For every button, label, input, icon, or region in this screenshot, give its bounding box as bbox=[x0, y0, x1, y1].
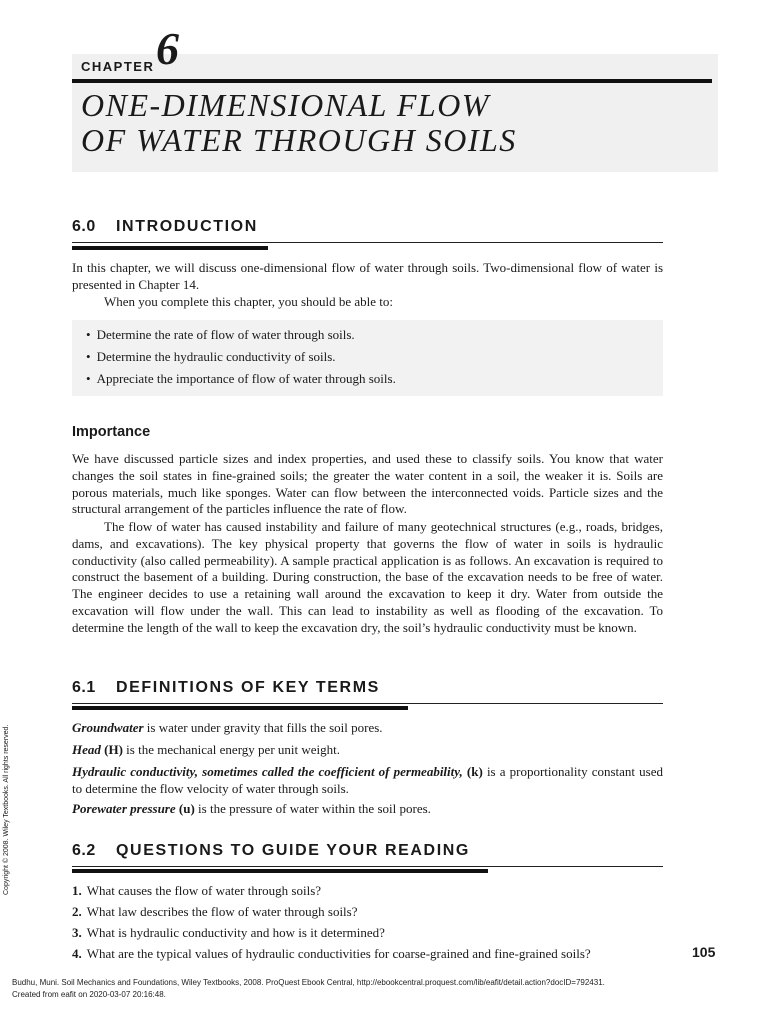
definition-term: Head bbox=[72, 742, 101, 757]
question-number: 1. bbox=[72, 883, 82, 898]
question-item bbox=[72, 904, 591, 925]
section-title: INTRODUCTION bbox=[116, 218, 258, 235]
definition-item bbox=[72, 764, 663, 798]
definition-symbol: (k) bbox=[462, 764, 483, 779]
page-number: 105 bbox=[692, 944, 716, 960]
question-text: What is hydraulic conductivity and how is it determined? bbox=[86, 925, 385, 940]
section-title: QUESTIONS TO GUIDE YOUR READING bbox=[116, 842, 470, 859]
definition-term: Porewater pressure bbox=[72, 801, 176, 816]
questions-list bbox=[72, 883, 591, 967]
question-number: 2. bbox=[72, 904, 82, 919]
definition-term: Groundwater bbox=[72, 720, 144, 735]
question-item bbox=[72, 883, 591, 904]
section-number: 6.0 bbox=[72, 218, 96, 235]
intro-paragraph: In this chapter, we will discuss one-dimensional flow of water through soils. Two-dimensional flow of water is presented in Chapter 14. bbox=[72, 260, 663, 292]
section-heading-intro bbox=[72, 218, 258, 236]
chapter-label: CHAPTER bbox=[81, 59, 155, 74]
section-rule bbox=[72, 703, 663, 704]
chapter-title-line-2: OF WATER THROUGH SOILS bbox=[81, 122, 517, 158]
importance-paragraph: We have discussed particle sizes and index properties, and used these to classify soils. You know that water changes the soil states in fine-grained soils; the greater the water content in a soil, the weaker it is. Soils are porous materials, much like sponges. Water can flow between the interconnected voids. Particle sizes and the structural arrangement of the particles influence the rate of flow. bbox=[72, 451, 663, 517]
definition-text: is the mechanical energy per unit weight. bbox=[122, 742, 340, 757]
definition-text: is a proportionality constant used to determine the flow velocity of water through soils. bbox=[72, 764, 663, 796]
side-copyright: Copyright © 2008. Wiley Textbooks. All rights reserved. bbox=[3, 724, 10, 895]
definition-symbol: (H) bbox=[100, 742, 123, 757]
section-rule bbox=[72, 242, 663, 243]
section-rule bbox=[72, 866, 663, 867]
question-number: 3. bbox=[72, 925, 82, 940]
objectives-list bbox=[86, 327, 396, 393]
chapter-title-line-1: ONE-DIMENSIONAL FLOW bbox=[81, 87, 490, 123]
definition-text: is the pressure of water within the soil pores. bbox=[194, 801, 431, 816]
question-number: 4. bbox=[72, 946, 82, 961]
definition-item bbox=[72, 801, 663, 818]
footer-citation: Budhu, Muni. Soil Mechanics and Foundations, Wiley Textbooks, 2008. ProQuest Ebook Central, http://ebookcentral.proquest.com/lib/eafit/detail.action?docID=792431. bbox=[12, 978, 605, 987]
objective-item: • Appreciate the importance of flow of water through soils. bbox=[86, 371, 396, 393]
definition-text: is water under gravity that fills the soil pores. bbox=[143, 720, 383, 735]
importance-heading: Importance bbox=[72, 424, 151, 440]
footer-created: Created from eafit on 2020-03-07 20:16:48. bbox=[12, 990, 166, 999]
objective-item: • Determine the hydraulic conductivity of soils. bbox=[86, 349, 396, 371]
chapter-number: 6 bbox=[156, 23, 179, 74]
objective-item: • Determine the rate of flow of water through soils. bbox=[86, 327, 396, 349]
question-text: What causes the flow of water through soils? bbox=[86, 883, 322, 898]
definition-symbol: (u) bbox=[175, 801, 195, 816]
question-text: What are the typical values of hydraulic conductivities for coarse-grained and fine-grained soils? bbox=[86, 946, 591, 961]
section-number: 6.2 bbox=[72, 842, 96, 859]
chapter-rule bbox=[72, 79, 712, 83]
section-number: 6.1 bbox=[72, 679, 96, 696]
section-title: DEFINITIONS OF KEY TERMS bbox=[116, 679, 380, 696]
section-rule-accent bbox=[72, 869, 488, 873]
question-item bbox=[72, 946, 591, 967]
definition-item bbox=[72, 742, 663, 759]
question-text: What law describes the flow of water through soils? bbox=[86, 904, 358, 919]
section-rule-accent bbox=[72, 246, 268, 250]
section-heading-questions bbox=[72, 842, 470, 860]
section-rule-accent bbox=[72, 706, 408, 710]
chapter-title bbox=[81, 88, 701, 158]
definition-item bbox=[72, 720, 663, 737]
definition-term: Hydraulic conductivity, sometimes called the coefficient of permeability, bbox=[72, 764, 463, 779]
question-item bbox=[72, 925, 591, 946]
importance-paragraph: The flow of water has caused instability and failure of many geotechnical structures (e.g., roads, bridges, dams, and excavations). The key physical property that governs the flow of water in soils is hydraulic conductivity (also called permeability). A sample practical application is as follows. An excavation is required to construct the basement of a building. During construction, the base of the excavation needs to be free of water. The engineer decides to use a retaining wall around the excavation to keep it dry. Water from outside the excavation will flow under the wall. This can lead to instability as well as flooding of the excavation. To determine the length of the wall to keep the excavation dry, the soil’s hydraulic conductivity must be known. bbox=[72, 519, 663, 635]
intro-paragraph: When you complete this chapter, you should be able to: bbox=[104, 294, 394, 309]
section-heading-definitions bbox=[72, 679, 380, 697]
